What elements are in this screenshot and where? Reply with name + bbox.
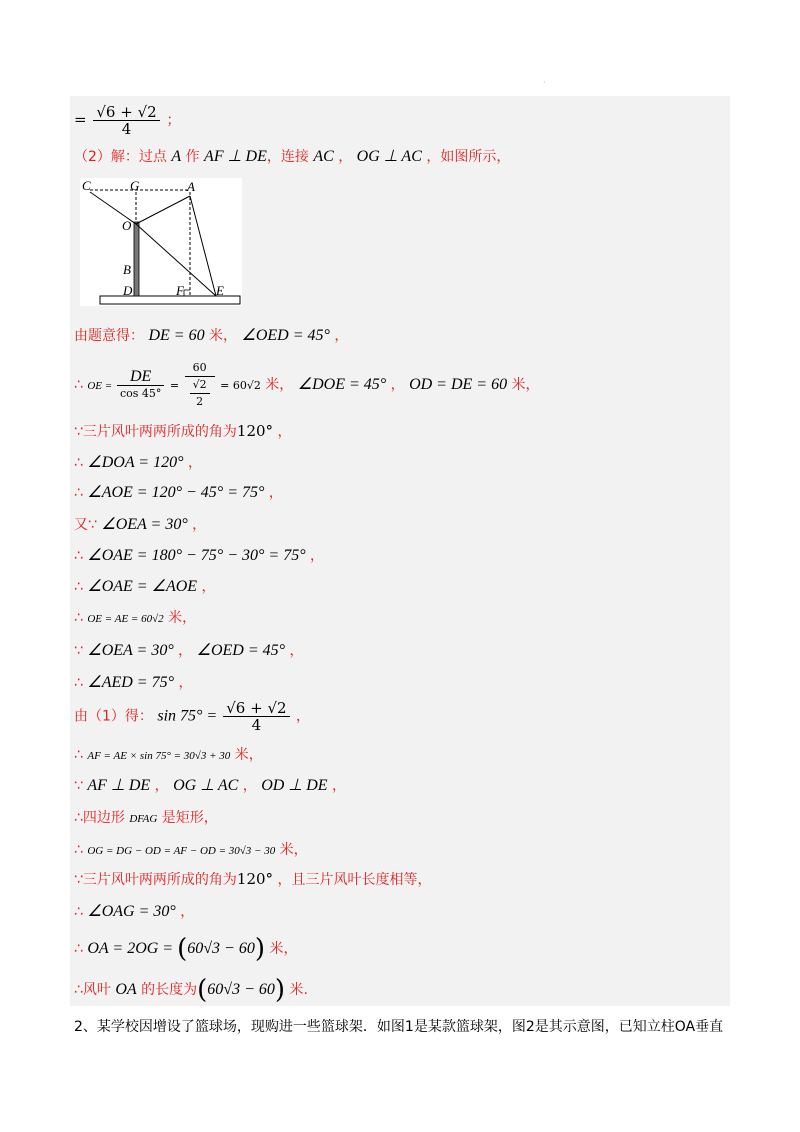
line-8: 又∵ ∠OEA = 30° ， <box>74 516 207 533</box>
label-d: D <box>123 283 133 298</box>
fraction: $\frac{√6 + √2}{4}$ <box>93 104 159 137</box>
line-7: ∴ ∠AOE = 120° − 45° = 75° ， <box>74 484 283 501</box>
line-4: ∴ OE = $\frac{DE}{\cos 45^\circ}$ = $\frac{60}{\frac{√2}{2}}$ = 60√2 米， ∠DOE = 45° ， OD = DE = 60 米， <box>74 361 540 408</box>
fraction: $\frac{60}{\frac{√2}{2}}$ <box>185 360 215 410</box>
line-15: ∴ AF = AE × sin 75° = 30√3 + 30 米， <box>74 747 263 763</box>
line-2: （2）解：过点 A 作 AF ⊥ DE，连接 AC ， OG ⊥ AC ，如图所示， <box>74 148 511 165</box>
line-10: ∴ ∠OAE = ∠AOE ， <box>74 578 216 595</box>
label-c: C <box>82 178 91 193</box>
line-ae <box>190 196 216 296</box>
line-22: ∴风叶 OA 的长度为(60√3 − 60) 米. <box>74 975 308 1005</box>
line-19: ∵三片风叶两两所成的角为120° ，且三片风叶长度相等， <box>74 870 432 888</box>
question-2: 2、某学校因增设了篮球场，现购进一些篮球架．如图1是某款篮球架，图2是其示意图，已知立柱OA垂直 <box>74 1019 724 1035</box>
geometry-figure <box>80 178 242 306</box>
label-b: B <box>123 262 131 277</box>
fraction: $\frac{DE}{\cos 45^\circ}$ <box>117 369 164 402</box>
line-16: ∵ AF ⊥ DE ， OG ⊥ AC ， OD ⊥ DE ， <box>74 777 347 794</box>
line-13: ∴ ∠AED = 75° ， <box>74 674 193 691</box>
line-11: ∴ OE = AE = 60√2 米， <box>74 610 197 626</box>
line-21: ∴ OA = 2OG = (60√3 − 60) 米， <box>74 934 298 964</box>
line-9: ∴ ∠OAE = 180° − 75° − 30° = 75° ， <box>74 547 325 564</box>
label-a: A <box>187 179 195 194</box>
line-6: ∴ ∠DOA = 120° ， <box>74 454 202 471</box>
label-f: F <box>176 283 184 298</box>
line-12: ∵ ∠OEA = 30° ， ∠OED = 45° ， <box>74 642 304 659</box>
line-14: 由（1）得： sin 75° = $\frac{√6 + √2}{4}$ ， <box>74 699 310 734</box>
line-1: = $\frac{√6 + √2}{4}$ ； <box>74 103 181 138</box>
line-17: ∴四边形 DFAG 是矩形， <box>74 810 218 826</box>
label-g: G <box>130 178 140 193</box>
page-mark: · <box>543 78 546 87</box>
label-o: O <box>122 218 132 233</box>
line-3: 由题意得： DE = 60 米， ∠OED = 45° ， <box>74 327 349 344</box>
line-20: ∴ ∠OAG = 30° ， <box>74 903 195 920</box>
fraction: $\frac{√2}{2}$ <box>190 377 210 410</box>
blade-oa <box>136 196 190 224</box>
figure-svg <box>80 178 242 306</box>
line-5: ∵三片风叶两两所成的角为120° ， <box>74 422 292 440</box>
fraction: $\frac{√6 + √2}{4}$ <box>223 700 289 733</box>
label-e: E <box>216 283 224 298</box>
right-angle-mark <box>184 290 190 296</box>
line-18: ∴ OG = DG − OD = AF − OD = 30√3 − 30 米， <box>74 842 308 858</box>
pole <box>134 222 139 296</box>
